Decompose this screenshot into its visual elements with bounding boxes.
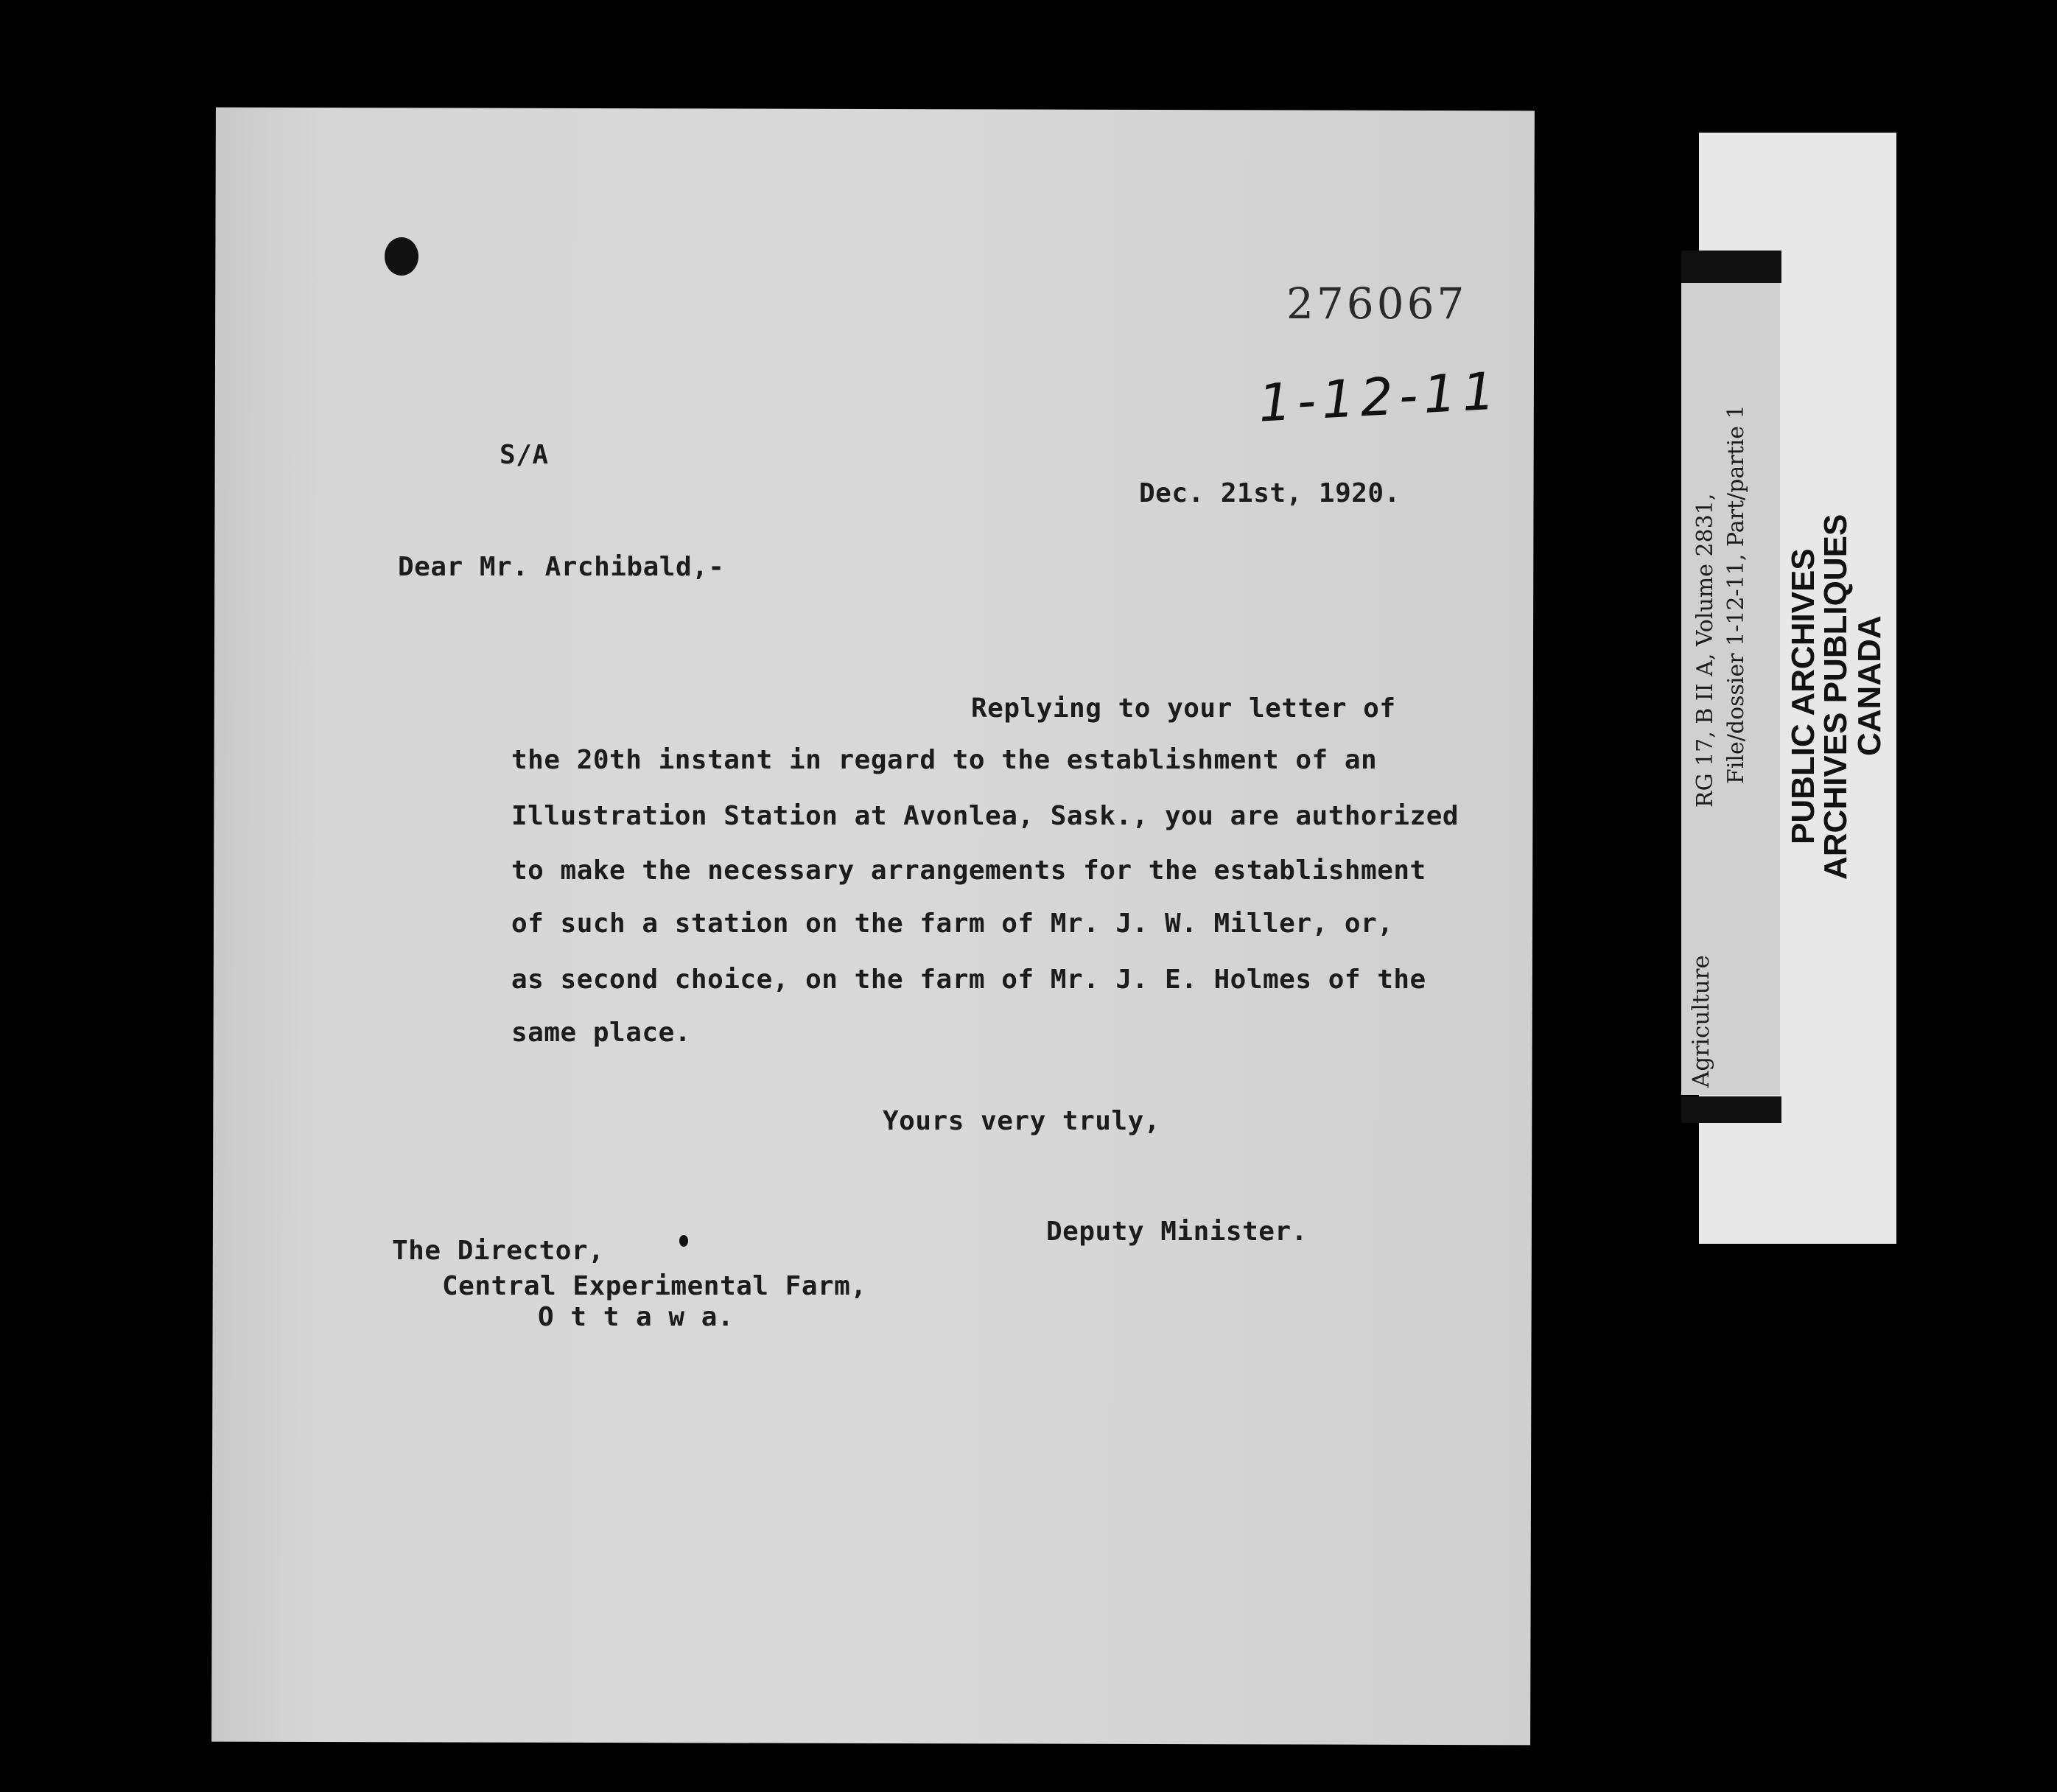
address-line: Central Experimental Farm,	[442, 1271, 867, 1301]
letter-date: Dec. 21st, 1920.	[1139, 478, 1401, 508]
complimentary-close: Yours very truly,	[883, 1106, 1160, 1136]
file-number-stamp: 276067	[1286, 279, 1468, 329]
archives-title-line-1: PUBLIC ARCHIVES	[1785, 548, 1821, 844]
body-line: Replying to your letter of	[971, 693, 1396, 724]
body-line: of such a station on the farm of Mr. J. W. Miller, or,	[511, 909, 1394, 939]
signature-title: Deputy Minister.	[1046, 1217, 1308, 1247]
body-line: as second choice, on the farm of Mr. J. E. Holmes of the	[511, 965, 1426, 995]
ink-blot-mark	[385, 237, 418, 276]
typist-initials: S/A	[500, 440, 549, 470]
ink-dot-mark	[679, 1235, 688, 1247]
archive-reference-line-2: File/dossier 1-12-11, Part/partie 1	[1723, 405, 1749, 784]
body-line: Illustration Station at Avonlea, Sask., you are authorized	[511, 801, 1459, 831]
archive-reference-line-1: RG 17, B II A, Volume 2831,	[1692, 493, 1718, 808]
handwritten-file-reference: 1-12-11	[1257, 360, 1503, 434]
body-line: to make the necessary arrangements for the establishment	[511, 855, 1426, 886]
archives-title-line-3: CANADA	[1851, 615, 1888, 756]
body-line: the 20th instant in regard to the establishment of an	[511, 745, 1378, 775]
address-line: O t t a w a.	[538, 1302, 735, 1332]
body-line: same place.	[511, 1018, 691, 1048]
address-line: The Director,	[392, 1236, 605, 1266]
agency-label: Agriculture	[1688, 955, 1714, 1088]
archives-title-line-2: ARCHIVES PUBLIQUES	[1818, 514, 1854, 880]
salutation: Dear Mr. Archibald,-	[398, 552, 725, 582]
